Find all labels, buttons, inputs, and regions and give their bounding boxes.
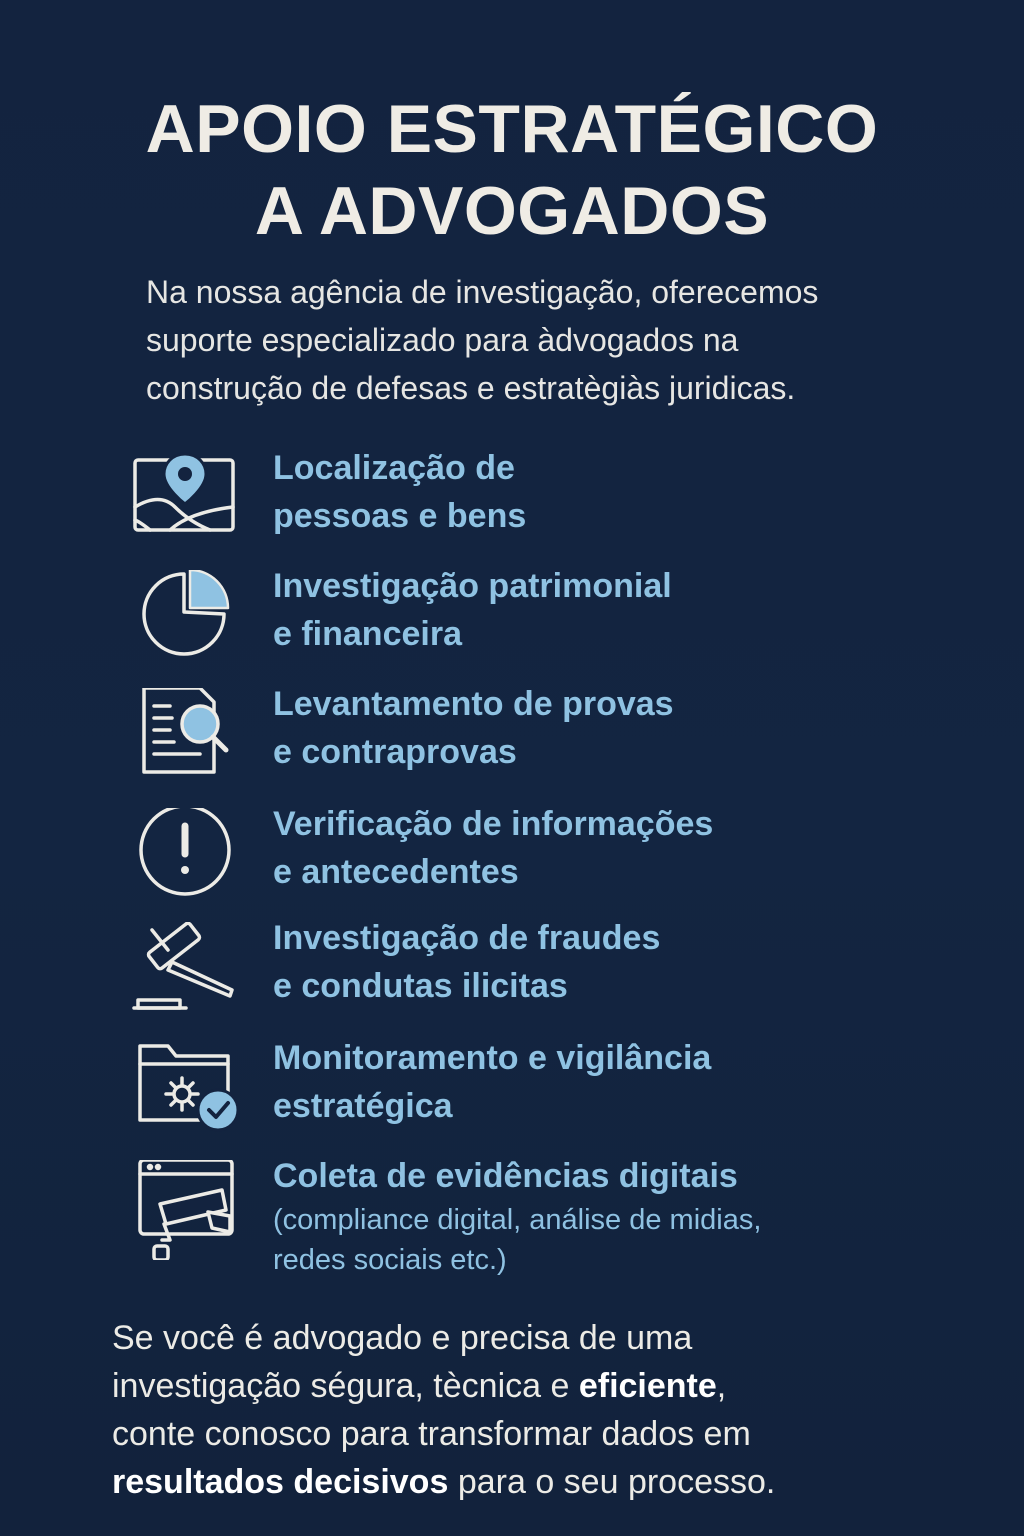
- intro-line-1: Na nossa agência de investigação, oferecemos: [146, 274, 819, 310]
- gavel-icon: [130, 922, 240, 1022]
- closing-paragraph: [112, 1314, 912, 1506]
- service-item-patrimonial: [130, 567, 910, 680]
- map-pin-icon: [130, 452, 240, 552]
- service-item-verificacao: [130, 805, 910, 918]
- closing-line-2: investigação ségura, tècnica e eficiente,: [112, 1367, 727, 1405]
- service-item-provas: [130, 685, 910, 798]
- title-line-1: APOIO ESTRATÉGICO: [145, 91, 879, 167]
- service-item-monitoramento: [130, 1039, 910, 1152]
- service-label: Localização de pessoas e bens: [273, 449, 527, 535]
- service-label: Coleta de evidências digitais (compliance digital, análise de midias, redes sociais etc.): [273, 1157, 762, 1276]
- cctv-camera-icon: [130, 1160, 240, 1260]
- service-item-fraudes: [130, 919, 910, 1032]
- alert-circle-icon: [130, 808, 240, 908]
- service-label: Verificação de informações e antecedentes: [273, 805, 714, 891]
- service-label: Investigação de fraudes e condutas ilicitas: [273, 919, 661, 1005]
- emphasis-resultados: resultados decisivos: [112, 1463, 449, 1501]
- folder-gear-check-icon: [130, 1042, 240, 1142]
- pie-chart-icon: [130, 570, 240, 670]
- page-title: [0, 88, 1024, 252]
- emphasis-eficiente: eficiente: [578, 1367, 717, 1405]
- service-label: Levantamento de provas e contraprovas: [273, 685, 674, 771]
- closing-line-3: conte conosco para transformar dados em: [112, 1415, 751, 1453]
- service-item-evidencias: [130, 1157, 910, 1276]
- intro-paragraph: [146, 268, 946, 412]
- service-item-localizacao: [130, 449, 910, 562]
- closing-line-4: resultados decisivos para o seu processo.: [112, 1463, 776, 1501]
- closing-line-1: Se você é advogado e precisa de uma: [112, 1319, 693, 1357]
- intro-line-3: construção de defesas e estratègiàs juridicas.: [146, 370, 796, 406]
- intro-line-2: suporte especializado para àdvogados na: [146, 322, 739, 358]
- document-search-icon: [130, 688, 240, 788]
- title-line-2: A ADVOGADOS: [254, 173, 770, 249]
- service-label: Monitoramento e vigilância estratégica: [273, 1039, 712, 1125]
- service-label: Investigação patrimonial e financeira: [273, 567, 672, 653]
